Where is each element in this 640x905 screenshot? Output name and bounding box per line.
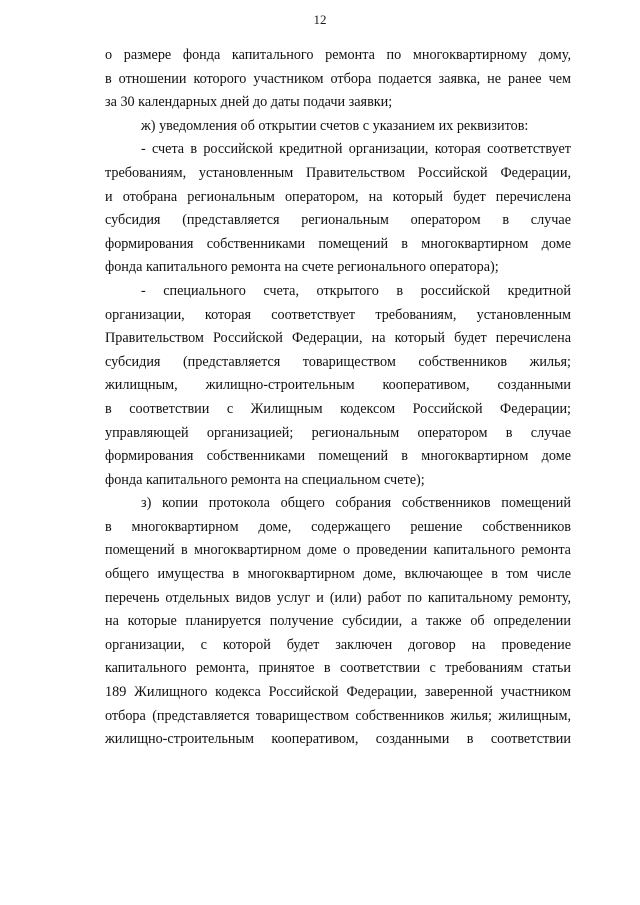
text-line: организации, которая соответствует требованиям, установленным	[105, 306, 571, 323]
text-line: организации, с которой будет заключен договор на проведение	[105, 636, 571, 653]
text-line: управляющей организацией; региональным оператором в случае	[105, 424, 571, 441]
text-line: жилищным, жилищно-строительным кооперативом, созданными	[105, 377, 571, 394]
text-line: и отобрана региональным оператором, на который будет перечислена	[105, 188, 571, 205]
text-line: субсидия (представляется региональным оператором в случае	[105, 212, 571, 229]
text-line: фонда капитального ремонта на счете регионального оператора);	[105, 259, 499, 276]
text-line: формирования собственниками помещений в многоквартирном доме	[105, 448, 571, 465]
text-line: субсидия (представляется товариществом собственников жилья;	[105, 353, 571, 370]
text-line: требованиям, установленным Правительством Российской Федерации,	[105, 164, 571, 181]
text-line: общего имущества в многоквартирном доме, включающее в том числе	[105, 566, 571, 583]
text-line: капитального ремонта, принятое в соответствии с требованиям статьи	[105, 660, 571, 677]
document-body	[105, 44, 571, 752]
text-line: о размере фонда капитального ремонта по многоквартирному дому,	[105, 47, 571, 63]
text-line: в соответствии с Жилищным кодексом Российской Федерации;	[105, 400, 571, 417]
text-line: жилищно-строительным кооперативом, созданными в соответствии	[105, 731, 571, 748]
text-line: на которые планируется получение субсидии, а также об определении	[105, 613, 571, 630]
text-line: ж) уведомления об открытии счетов с указанием их реквизитов:	[141, 117, 529, 134]
text-line: Правительством Российской Федерации, на который будет перечислена	[105, 330, 571, 347]
text-line: отбора (представляется товариществом собственников жилья; жилищным,	[105, 707, 571, 724]
text-line: 189 Жилищного кодекса Российской Федерации, заверенной участником	[105, 684, 571, 701]
text-line: формирования собственниками помещений в многоквартирном доме	[105, 235, 571, 252]
text-line: помещений в многоквартирном доме о проведении капитального ремонта	[105, 542, 571, 559]
page-number: 12	[313, 12, 327, 27]
text-line: - специального счета, открытого в российской кредитной	[141, 282, 571, 299]
text-line: фонда капитального ремонта на специальном счете);	[105, 471, 425, 488]
text-line: за 30 календарных дней до даты подачи заявки;	[105, 94, 393, 111]
text-line: перечень отдельных видов услуг и (или) работ по капитальному ремонту,	[105, 589, 571, 606]
text-line: в отношении которого участником отбора подается заявка, не ранее чем	[105, 70, 571, 87]
text-line: з) копии протокола общего собрания собственников помещений	[141, 495, 571, 512]
text-line: в многоквартирном доме, содержащего решение собственников	[105, 518, 571, 535]
text-line: - счета в российской кредитной организации, которая соответствует	[141, 141, 571, 158]
